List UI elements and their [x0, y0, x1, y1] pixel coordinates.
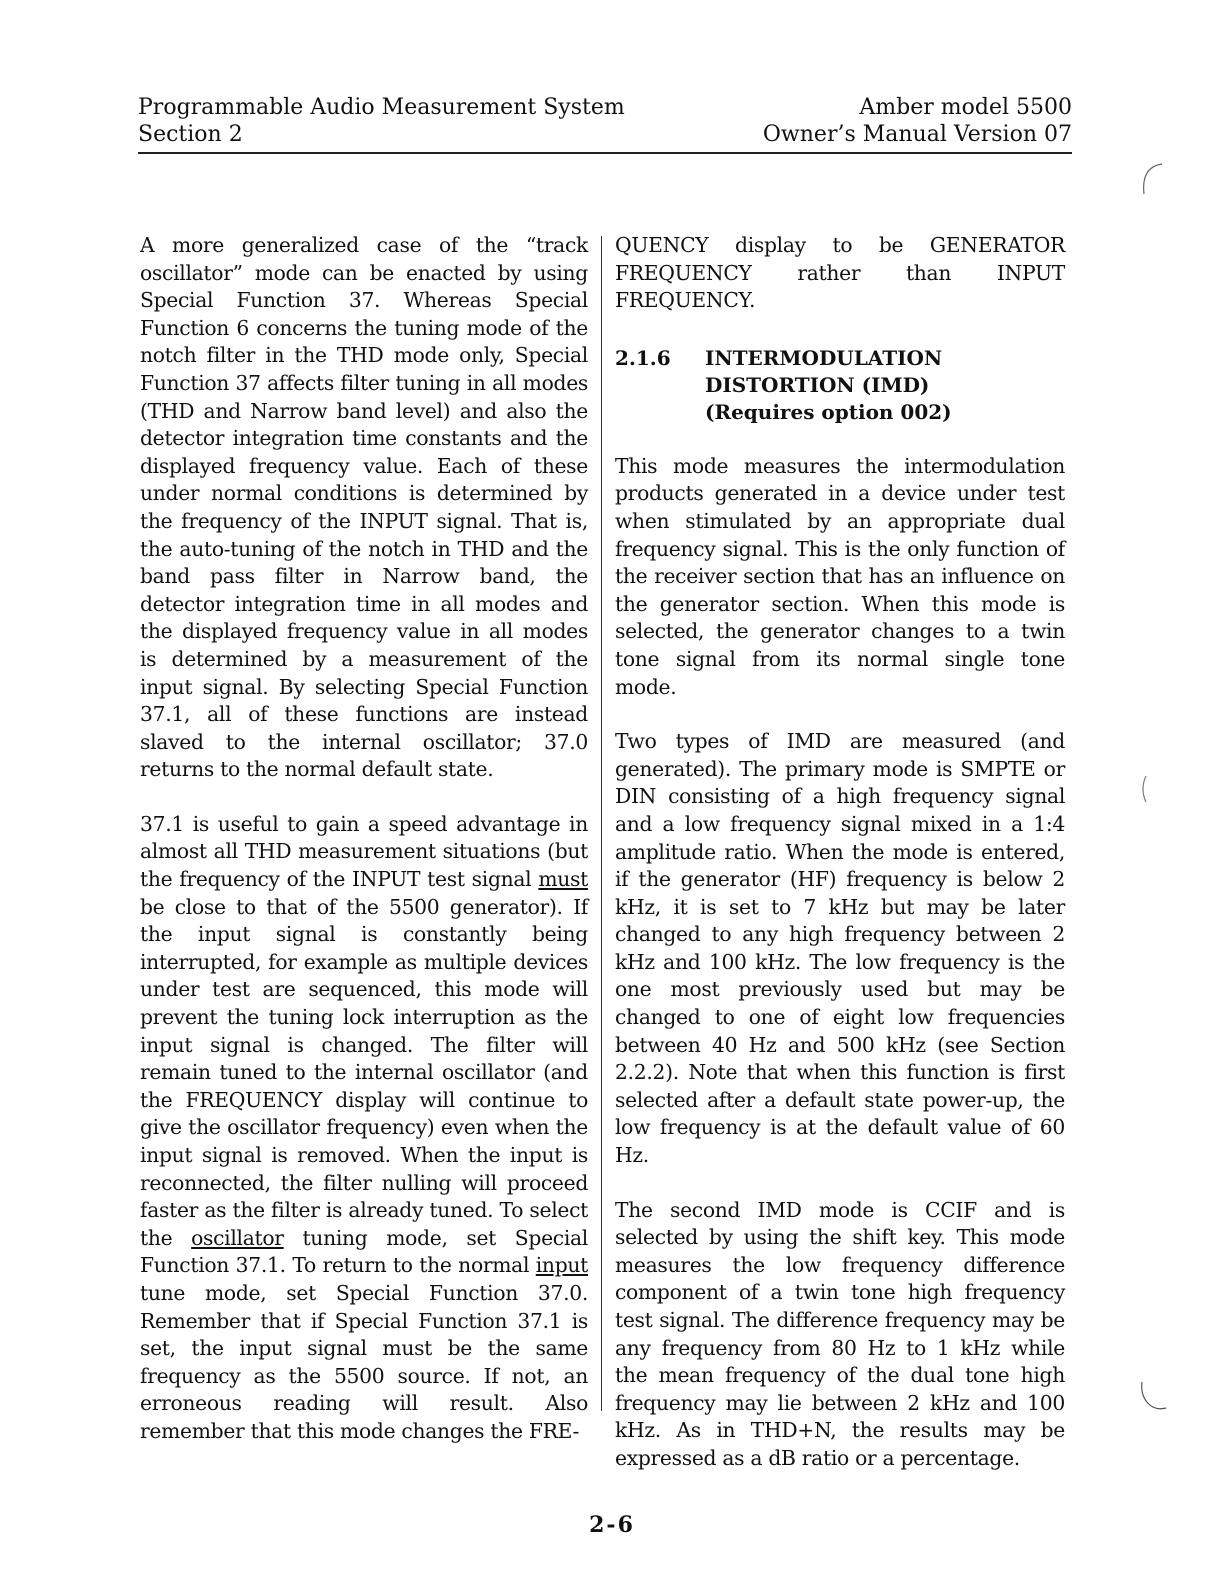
paragraph-continuation: QUENCY display to be GENERATOR FREQUENCY rather than INPUT FREQUENCY. — [615, 233, 1065, 313]
header-section: Section 2 — [138, 122, 243, 147]
right-column — [615, 232, 1065, 1473]
paragraph-speed-advantage: 37.1 is useful to gain a speed advantage in almost all THD measurement situations (but the frequency of the INPUT test signal must be close to that of the 5500 generator). If the input signal is constantly being interrupted, for example as multiple devices under test are sequenced, this mode will prevent the tuning lock interruption as the input signal is changed. The filter will remain tuned to the internal oscillator (and the FREQUENCY display will continue to give the oscillator frequency) even when the input signal is removed. When the input is reconnected, the filter nulling will proceed faster as the filter is already tuned. To select the oscillator tuning mode, set Special Function 37.1. To return to the normal input tune mode, set Special Function 37.0. Remember that if Special Function 37.1 is set, the input signal must be the same frequency as the 5500 source. If not, an erroneous reading will result. Also remember that this mode changes the FRE- — [140, 811, 588, 1443]
section-title-line1: INTERMODULATION — [705, 345, 943, 370]
paragraph-ccif: The second IMD mode is CCIF and is selected by using the shift key. This mode measures the low frequency difference component of a twin tone high frequency test signal. The difference frequency may be any frequency from 80 Hz to 1 kHz while the mean frequency of the dual tone high frequency may lie between 2 kHz and 100 kHz. As in THD+N, the results may be expressed as a dB ratio or a percentage. — [615, 1197, 1065, 1470]
header-manual-version: Owner’s Manual Version 07 — [762, 122, 1072, 147]
paragraph-smpte-din: Two types of IMD are measured (and generated). The primary mode is SMPTE or DIN consisting of a high frequency signal and a low frequency signal mixed in a 1:4 amplitude ratio. When the mode is entered, if the generator (HF) frequency is below 2 kHz, it is set to 7 kHz but may be later changed to any high frequency between 2 kHz and 100 kHz. The low frequency is the one most previously used but may be changed to one of eight low frequencies between 40 Hz and 500 kHz (see Section 2.2.2). Note that when this function is first selected after a default state power-up, the low frequency is at the default value of 60 Hz. — [615, 729, 1065, 1168]
section-number: 2.1.6 — [615, 345, 671, 370]
column-divider — [601, 236, 602, 1411]
page-header — [138, 94, 1072, 154]
header-right — [763, 94, 1072, 148]
section-title-option: (Requires option 002) — [705, 399, 952, 424]
binder-hole-middle-mark — [1136, 770, 1166, 810]
page-number: 2-6 — [589, 1512, 635, 1538]
header-title: Programmable Audio Measurement System — [138, 95, 625, 120]
section-heading-imd — [615, 345, 1065, 426]
binder-hole-bottom-mark — [1138, 1378, 1168, 1418]
section-titles — [705, 345, 952, 426]
left-column — [140, 232, 588, 1446]
paragraph-imd-intro: This mode measures the intermodulation products generated in a device under test when stimulated by an appropriate dual frequency signal. This is the only function of the receiver section that has an influence on the generator section. When this mode is selected, the generator changes to a twin tone signal from its normal single tone mode. — [615, 453, 1065, 699]
header-left — [138, 94, 625, 148]
paragraph-track-oscillator: A more generalized case of the “track oscillator” mode can be enacted by using Special Function 37. Whereas Special Function 6 concerns the tuning mode of the notch filter in the THD mode only, Special Function 37 affects filter tuning in all modes (THD and Narrow band level) and also the detector integration time constants and the displayed frequency value. Each of these under normal conditions is determined by the frequency of the INPUT signal. That is, the auto-tuning of the notch in THD and the band pass filter in Narrow band, the detector integration time in all modes and the displayed frequency value in all modes is determined by a measurement of the input signal. By selecting Special Function 37.1, all of these functions are instead slaved to the internal oscillator; 37.0 returns to the normal default state. — [140, 233, 588, 782]
emphasis-must: must — [538, 867, 588, 892]
emphasis-oscillator: oscillator — [191, 1225, 284, 1250]
header-model: Amber model 5500 — [859, 95, 1072, 120]
binder-hole-top-mark — [1138, 160, 1168, 200]
section-title-line2: DISTORTION (IMD) — [705, 372, 930, 397]
emphasis-input: input — [535, 1253, 588, 1278]
